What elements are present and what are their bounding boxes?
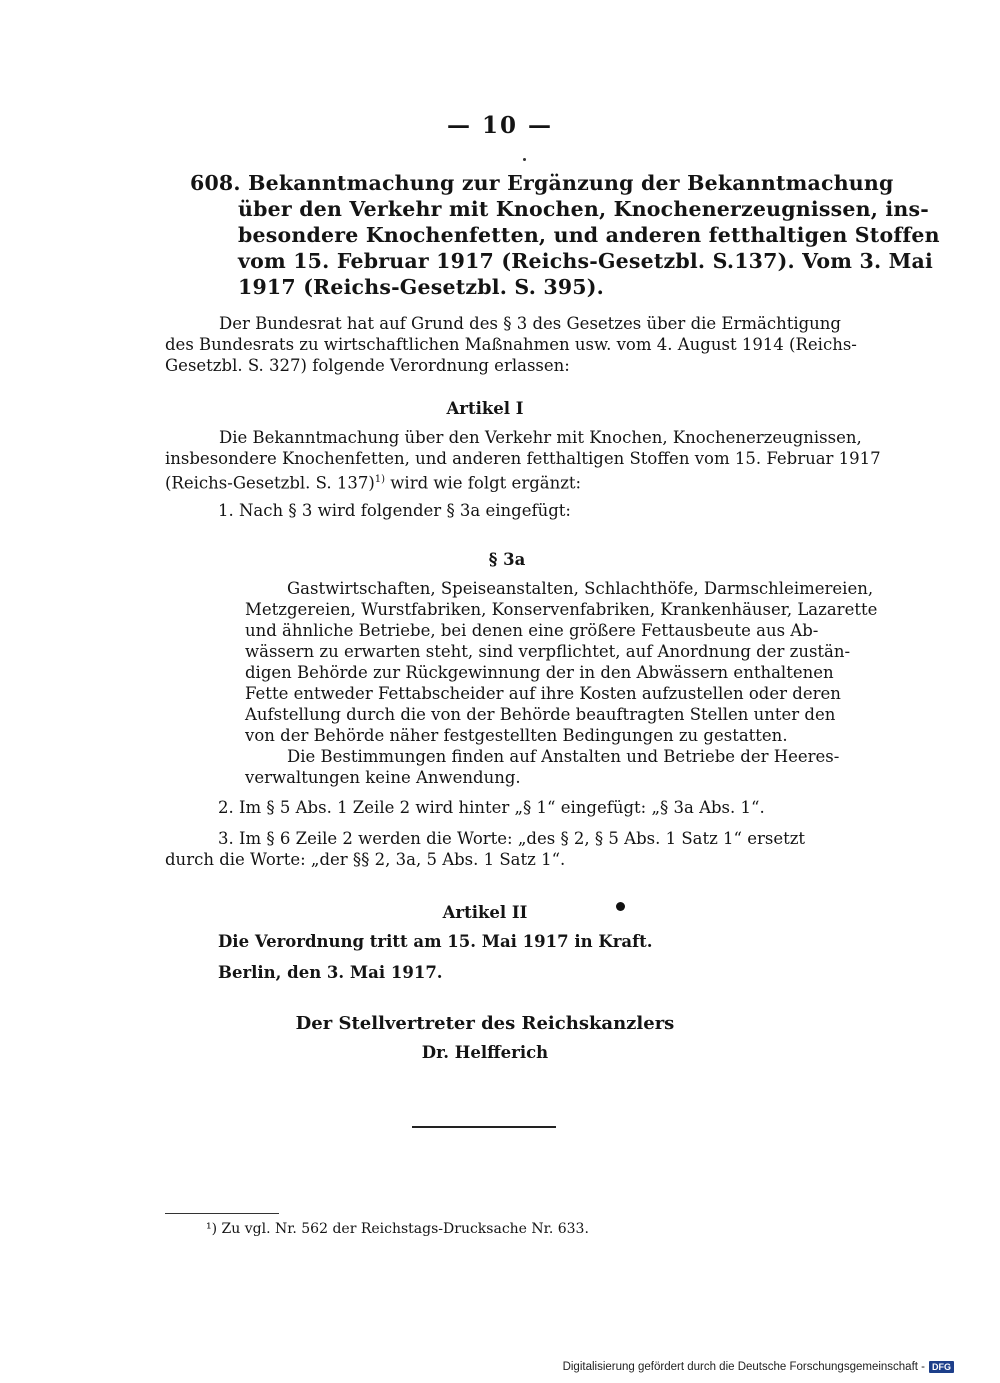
- title-line: vom 15. Februar 1917 (Reichs-Gesetzbl. S.137). Vom 3. Mai: [238, 249, 933, 273]
- footnote: ¹) Zu vgl. Nr. 562 der Reichstags-Drucksache Nr. 633.: [206, 1221, 589, 1237]
- footnote-rule: [165, 1213, 279, 1214]
- article-2-text: Die Verordnung tritt am 15. Mai 1917 in Kraft.: [218, 932, 653, 951]
- section-line: Fette entweder Fettabscheider auf ihre Kosten aufzustellen oder deren: [245, 684, 841, 703]
- article-2-heading: Artikel II: [442, 903, 528, 922]
- section-line: Die Bestimmungen finden auf Anstalten und Betriebe der Heeres-: [287, 747, 840, 766]
- document-title: [190, 170, 940, 300]
- article-1-tail: wird wie folgt ergänzt:: [390, 473, 582, 493]
- article-1-reference: (Reichs-Gesetzbl. S. 137): [165, 473, 375, 493]
- section-line: Metzgereien, Wurstfabriken, Konservenfabriken, Krankenhäuser, Lazarette: [245, 600, 878, 619]
- article-1-line: [165, 469, 581, 494]
- section-line: wässern zu erwarten steht, sind verpflichtet, auf Anordnung der zustän-: [245, 642, 851, 661]
- section-line: digen Behörde zur Rückgewinnung der in den Abwässern enthaltenen: [245, 663, 834, 682]
- ink-dot: [616, 902, 625, 911]
- section-line: Gastwirtschaften, Speiseanstalten, Schlachthöfe, Darmschleimereien,: [287, 579, 874, 598]
- preamble-line: des Bundesrats zu wirtschaftlichen Maßnahmen usw. vom 4. August 1914 (Reichs-: [165, 335, 857, 354]
- article-1-heading: Artikel I: [446, 399, 524, 418]
- title-line: über den Verkehr mit Knochen, Knochenerzeugnissen, ins-: [238, 197, 929, 221]
- section-3a-heading: § 3a: [488, 550, 526, 569]
- section-line: und ähnliche Betriebe, bei denen eine größere Fettausbeute aus Ab-: [245, 621, 819, 640]
- section-line: Aufstellung durch die von der Behörde beauftragten Stellen unter den: [245, 705, 836, 724]
- preamble-line: Gesetzbl. S. 327) folgende Verordnung erlassen:: [165, 356, 570, 375]
- article-1-line: Die Bekanntmachung über den Verkehr mit Knochen, Knochenerzeugnissen,: [219, 428, 862, 447]
- title-line: 608. Bekanntmachung zur Ergänzung der Bekanntmachung: [190, 171, 894, 195]
- title-line: 1917 (Reichs-Gesetzbl. S. 395).: [238, 275, 605, 299]
- footer-text: Digitalisierung gefördert durch die Deutsche Forschungsgemeinschaft -: [562, 1361, 925, 1373]
- dfg-logo: DFG: [929, 1361, 954, 1373]
- footnote-marker: 1): [374, 474, 386, 485]
- page-number: — 10 —: [446, 112, 554, 139]
- item-3-line: durch die Worte: „der §§ 2, 3a, 5 Abs. 1 Satz 1“.: [165, 850, 566, 869]
- item-1: 1. Nach § 3 wird folgender § 3a eingefügt:: [218, 501, 571, 520]
- closing-rule: [412, 1126, 556, 1128]
- article-1-line: insbesondere Knochenfetten, und anderen fetthaltigen Stoffen vom 15. Februar 1917: [165, 449, 881, 468]
- print-speck: [523, 158, 526, 161]
- title-line: besondere Knochenfetten, und anderen fetthaltigen Stoffen: [238, 223, 940, 247]
- place-date: Berlin, den 3. Mai 1917.: [218, 963, 443, 982]
- signature-title: Der Stellvertreter des Reichskanzlers: [295, 1013, 675, 1034]
- section-line: von der Behörde näher festgestellten Bedingungen zu gestatten.: [245, 726, 788, 745]
- digitization-credit: [563, 1361, 954, 1373]
- section-line: verwaltungen keine Anwendung.: [245, 768, 521, 787]
- item-2: 2. Im § 5 Abs. 1 Zeile 2 wird hinter „§ 1“ eingefügt: „§ 3a Abs. 1“.: [218, 798, 765, 817]
- signature-name: Dr. Helfferich: [421, 1043, 549, 1062]
- item-3-line: 3. Im § 6 Zeile 2 werden die Worte: „des § 2, § 5 Abs. 1 Satz 1“ ersetzt: [218, 829, 806, 848]
- preamble-line: Der Bundesrat hat auf Grund des § 3 des Gesetzes über die Ermächtigung: [219, 314, 841, 333]
